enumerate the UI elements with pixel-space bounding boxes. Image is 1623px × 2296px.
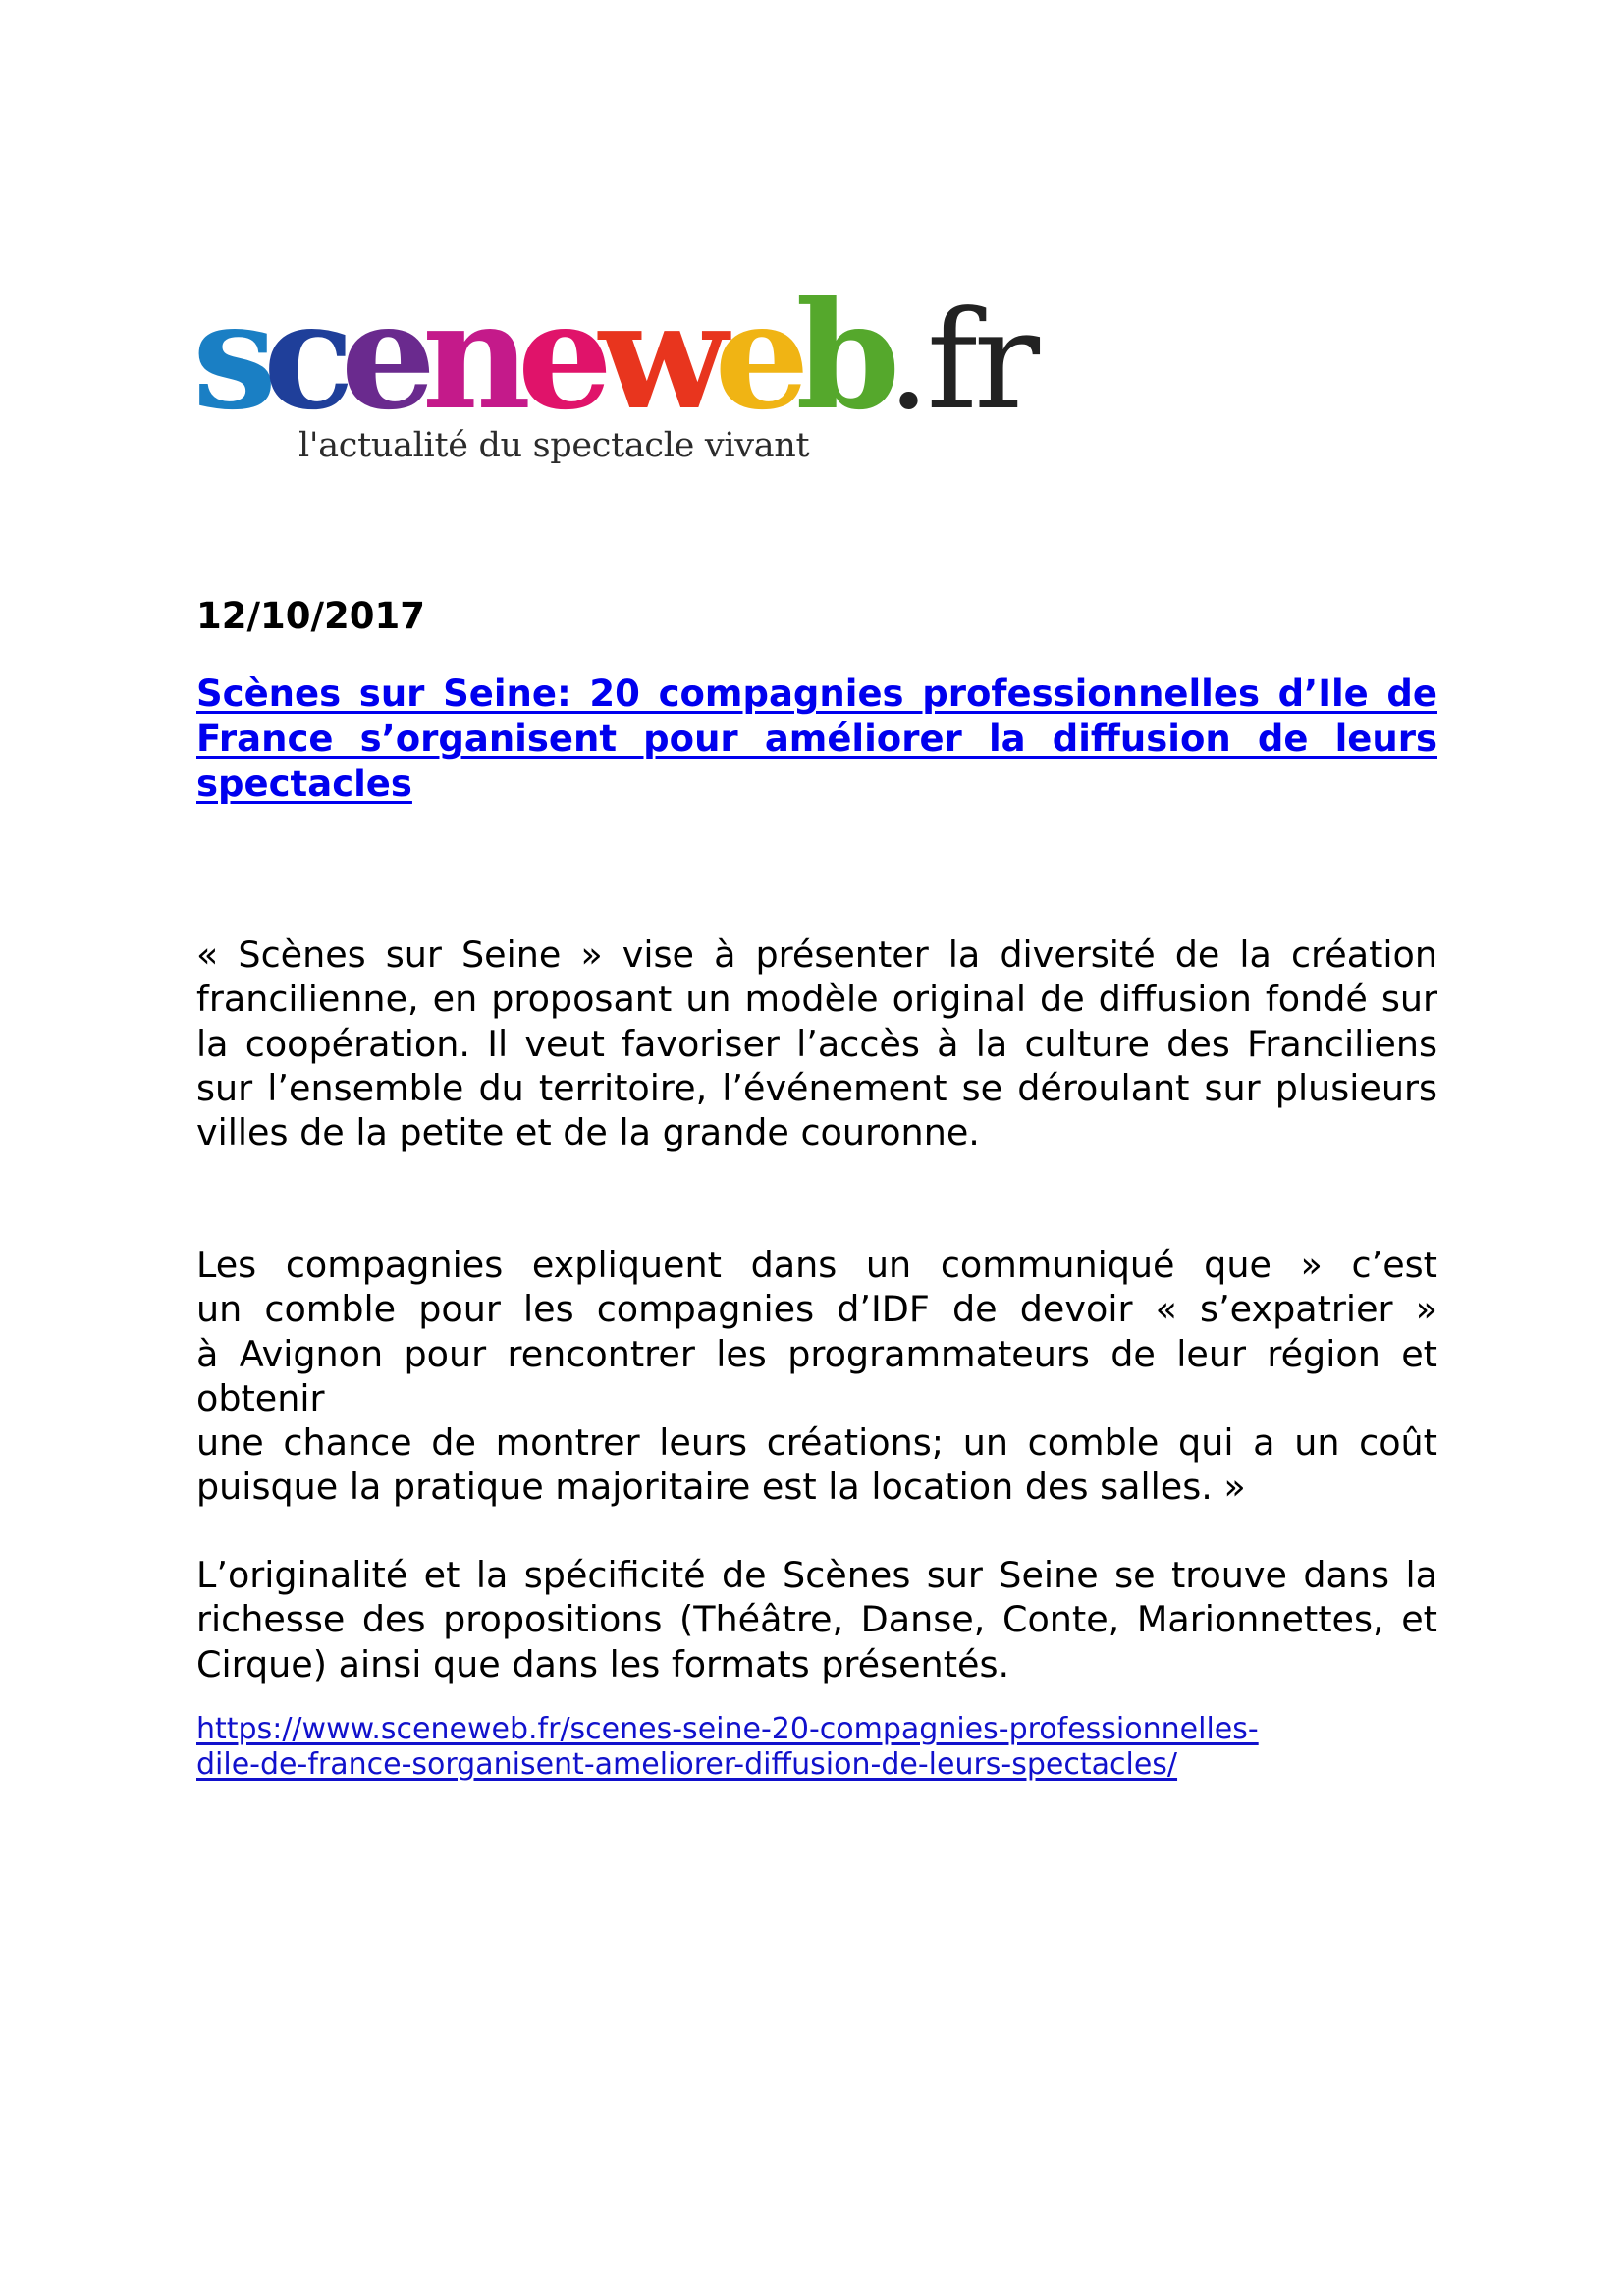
paragraph-line: obtenir <box>196 1376 325 1419</box>
source-url-line: https://www.sceneweb.fr/scenes-seine-20-compagnies-professionnelles- <box>196 1712 1259 1746</box>
logo-letter: e <box>714 270 796 443</box>
paragraph-line: puisque la pratique majoritaire est la location des salles. » <box>196 1466 1246 1509</box>
article-paragraph-3: L’originalité et la spécificité de Scènes sur Seine se trouve dans la richesse des propositions (Théâtre, Danse, Conte, Marionnettes, et Cirque) ainsi que dans les formats présentés. <box>196 1554 1437 1685</box>
paragraph-line: un comble pour les compagnies d’IDF de devoir « s’expatrier » <box>196 1288 1437 1331</box>
logo-letter: w <box>598 270 715 443</box>
logo-letter: e <box>340 270 422 443</box>
logo-tld: .fr <box>887 282 1036 440</box>
paragraph-line: Les compagnies expliquent dans un communiqué que » c’est <box>196 1244 1437 1286</box>
logo-letter: n <box>421 270 517 443</box>
article-paragraph-2 <box>196 1243 1437 1510</box>
article-headline-link[interactable]: Scènes sur Seine: 20 compagnies professionnelles d’Ile de France s’organisent pour améliorer la diffusion de leurs spectacles <box>196 672 1437 805</box>
paragraph-line: à Avignon pour rencontrer les programmateurs de leur région et <box>196 1332 1437 1375</box>
article-date: 12/10/2017 <box>196 595 425 637</box>
logo-letter: s <box>192 270 263 443</box>
paragraph-line: une chance de montrer leurs créations; un comble qui a un coût <box>196 1421 1437 1465</box>
sceneweb-logo <box>192 270 1037 489</box>
logo-letter: e <box>516 270 599 443</box>
source-url-line: dile-de-france-sorganisent-ameliorer-diffusion-de-leurs-spectacles/ <box>196 1747 1178 1782</box>
article-paragraph-1: « Scènes sur Seine » vise à présenter la diversité de la création francilienne, en proposant un modèle original de diffusion fondé sur la coopération. Il veut favoriser l’accès à la culture des Franciliens sur l’ensemble du territoire, l’événement se déroulant sur plusieurs villes de la petite et de la grande couronne. <box>196 934 1437 1154</box>
source-url-link[interactable] <box>196 1712 1259 1783</box>
logo-wordmark <box>192 270 1036 443</box>
logo-tagline: l'actualité du spectacle vivant <box>298 426 810 465</box>
logo-letter: c <box>262 270 341 443</box>
logo-letter: b <box>795 270 888 443</box>
